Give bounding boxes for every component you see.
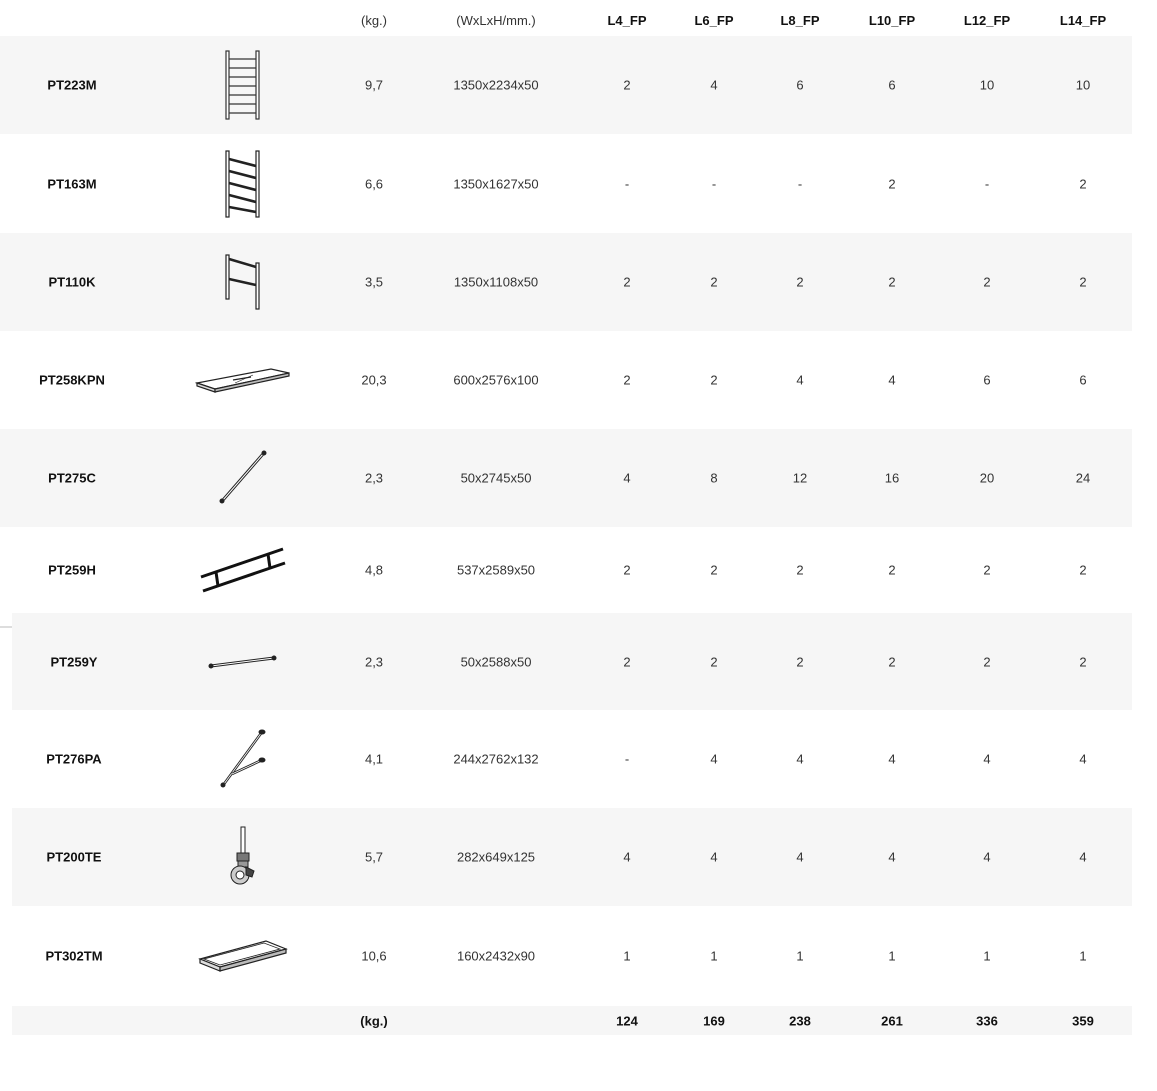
qty-l8: 12 [792, 470, 808, 486]
table-row [0, 429, 1132, 527]
qty-l12: 1 [983, 948, 991, 964]
total-weight-row [12, 1006, 1132, 1035]
qty-l4: 4 [623, 849, 631, 865]
qty-l4: 1 [623, 948, 631, 964]
horizontal-brace-icon [208, 654, 278, 670]
qty-l10: 1 [888, 948, 896, 964]
qty-l12: 2 [983, 562, 991, 578]
total-l10: 261 [881, 1013, 903, 1028]
toe-board-tray-icon [198, 939, 288, 973]
qty-l12: 4 [983, 849, 991, 865]
qty-l10: 4 [888, 372, 896, 388]
weight-value: 3,5 [364, 274, 384, 290]
dimensions-value: 1350x2234x50 [453, 77, 539, 93]
dimensions-value: 1350x1627x50 [453, 176, 539, 191]
qty-l10: 2 [888, 654, 896, 669]
qty-l6: 2 [710, 274, 718, 290]
qty-l8: 2 [796, 274, 804, 290]
total-weight-label: (kg.) [360, 1013, 388, 1028]
part-code: PT110K [48, 274, 96, 290]
dimensions-value: 50x2745x50 [460, 470, 532, 486]
total-l6: 169 [703, 1013, 725, 1028]
qty-l14: 2 [1079, 562, 1087, 578]
qty-l4: 2 [623, 562, 631, 578]
qty-l14: 4 [1079, 751, 1087, 767]
qty-l4: 4 [623, 470, 631, 486]
qty-l8: 4 [796, 372, 804, 388]
total-l12: 336 [976, 1013, 998, 1028]
qty-l6: 1 [710, 948, 718, 964]
table-row [0, 710, 1132, 808]
castor-wheel-icon [226, 825, 260, 889]
qty-l6: 2 [710, 654, 718, 669]
qty-l10: 2 [888, 176, 896, 191]
model-header-l12: L12_FP [963, 13, 1011, 28]
qty-l10: 2 [888, 562, 896, 578]
qty-l4: - [624, 176, 630, 191]
qty-l10: 2 [888, 274, 896, 290]
table-row [0, 134, 1132, 233]
table-row [12, 613, 1132, 710]
qty-l12: 2 [983, 274, 991, 290]
dimensions-value: 1350x1108x50 [453, 274, 539, 290]
total-l4: 124 [616, 1013, 638, 1028]
qty-l6: 2 [710, 562, 718, 578]
part-code: PT275C [48, 470, 96, 486]
stabiliser-arm-icon [218, 728, 268, 790]
total-l8: 238 [789, 1013, 811, 1028]
short-frame-icon [223, 253, 263, 311]
model-header-l8: L8_FP [780, 13, 820, 28]
part-code: PT163M [47, 176, 97, 191]
qty-l4: 2 [623, 274, 631, 290]
weight-header: (kg.) [361, 13, 387, 28]
part-code: PT258KPN [39, 372, 105, 388]
qty-l14: 2 [1079, 274, 1087, 290]
dimensions-value: 537x2589x50 [456, 562, 536, 578]
divider [0, 626, 12, 628]
part-code: PT302TM [45, 948, 103, 964]
part-code: PT276PA [46, 751, 102, 767]
table-row [0, 527, 1132, 613]
qty-l8: 6 [796, 77, 804, 93]
qty-l12: - [984, 176, 990, 191]
table-row [0, 906, 1132, 1006]
qty-l12: 6 [983, 372, 991, 388]
qty-l14: 24 [1075, 470, 1091, 486]
dimensions-value: 160x2432x90 [456, 948, 536, 964]
qty-l14: 10 [1075, 77, 1091, 93]
dimensions-value: 600x2576x100 [453, 372, 539, 388]
horizontal-frame-icon [198, 545, 288, 595]
weight-value: 4,8 [364, 562, 384, 578]
medium-ladder-frame-icon [223, 149, 263, 219]
qty-l8: - [797, 176, 803, 191]
table-row [0, 36, 1132, 134]
qty-l10: 16 [884, 470, 900, 486]
qty-l10: 4 [888, 849, 896, 865]
weight-value: 4,1 [364, 751, 384, 767]
weight-value: 9,7 [364, 77, 384, 93]
weight-value: 5,7 [364, 849, 384, 865]
weight-value: 2,3 [364, 654, 384, 669]
dimensions-value: 244x2762x132 [453, 751, 539, 767]
weight-value: 10,6 [361, 948, 387, 964]
qty-l8: 4 [796, 751, 804, 767]
dimensions-header: (WxLxH/mm.) [456, 13, 536, 28]
diagonal-brace-icon [217, 450, 269, 506]
model-header-l10: L10_FP [868, 13, 916, 28]
qty-l6: 8 [710, 470, 718, 486]
qty-l4: 2 [623, 372, 631, 388]
qty-l6: 4 [710, 77, 718, 93]
qty-l12: 4 [983, 751, 991, 767]
qty-l14: 4 [1079, 849, 1087, 865]
part-code: PT223M [47, 77, 97, 93]
qty-l8: 1 [796, 948, 804, 964]
qty-l10: 6 [888, 77, 896, 93]
qty-l12: 10 [979, 77, 995, 93]
model-header-l6: L6_FP [694, 13, 734, 28]
tall-ladder-frame-icon [223, 49, 263, 121]
qty-l8: 2 [796, 654, 804, 669]
part-code: PT200TE [46, 849, 102, 865]
qty-l14: 1 [1079, 948, 1087, 964]
dimensions-value: 50x2588x50 [460, 654, 532, 669]
qty-l14: 2 [1079, 176, 1087, 191]
weight-value: 6,6 [364, 176, 384, 191]
qty-l4: 2 [623, 77, 631, 93]
qty-l14: 6 [1079, 372, 1087, 388]
platform-deck-icon [195, 365, 291, 395]
weight-value: 2,3 [364, 470, 384, 486]
table-row [0, 233, 1132, 331]
qty-l8: 4 [796, 849, 804, 865]
qty-l6: 4 [710, 849, 718, 865]
qty-l12: 20 [979, 470, 995, 486]
table-header [0, 0, 1157, 36]
qty-l14: 2 [1079, 654, 1087, 669]
part-code: PT259Y [50, 654, 98, 669]
part-code: PT259H [48, 562, 96, 578]
qty-l4: 2 [623, 654, 631, 669]
model-header-l4: L4_FP [607, 13, 647, 28]
qty-l8: 2 [796, 562, 804, 578]
table-row [12, 808, 1132, 906]
table-row [0, 331, 1132, 429]
qty-l4: - [624, 751, 630, 767]
dimensions-value: 282x649x125 [456, 849, 536, 865]
qty-l6: 2 [710, 372, 718, 388]
qty-l12: 2 [983, 654, 991, 669]
qty-l6: 4 [710, 751, 718, 767]
qty-l10: 4 [888, 751, 896, 767]
model-header-l14: L14_FP [1059, 13, 1107, 28]
qty-l6: - [711, 176, 717, 191]
total-l14: 359 [1072, 1013, 1094, 1028]
weight-value: 20,3 [361, 372, 387, 388]
